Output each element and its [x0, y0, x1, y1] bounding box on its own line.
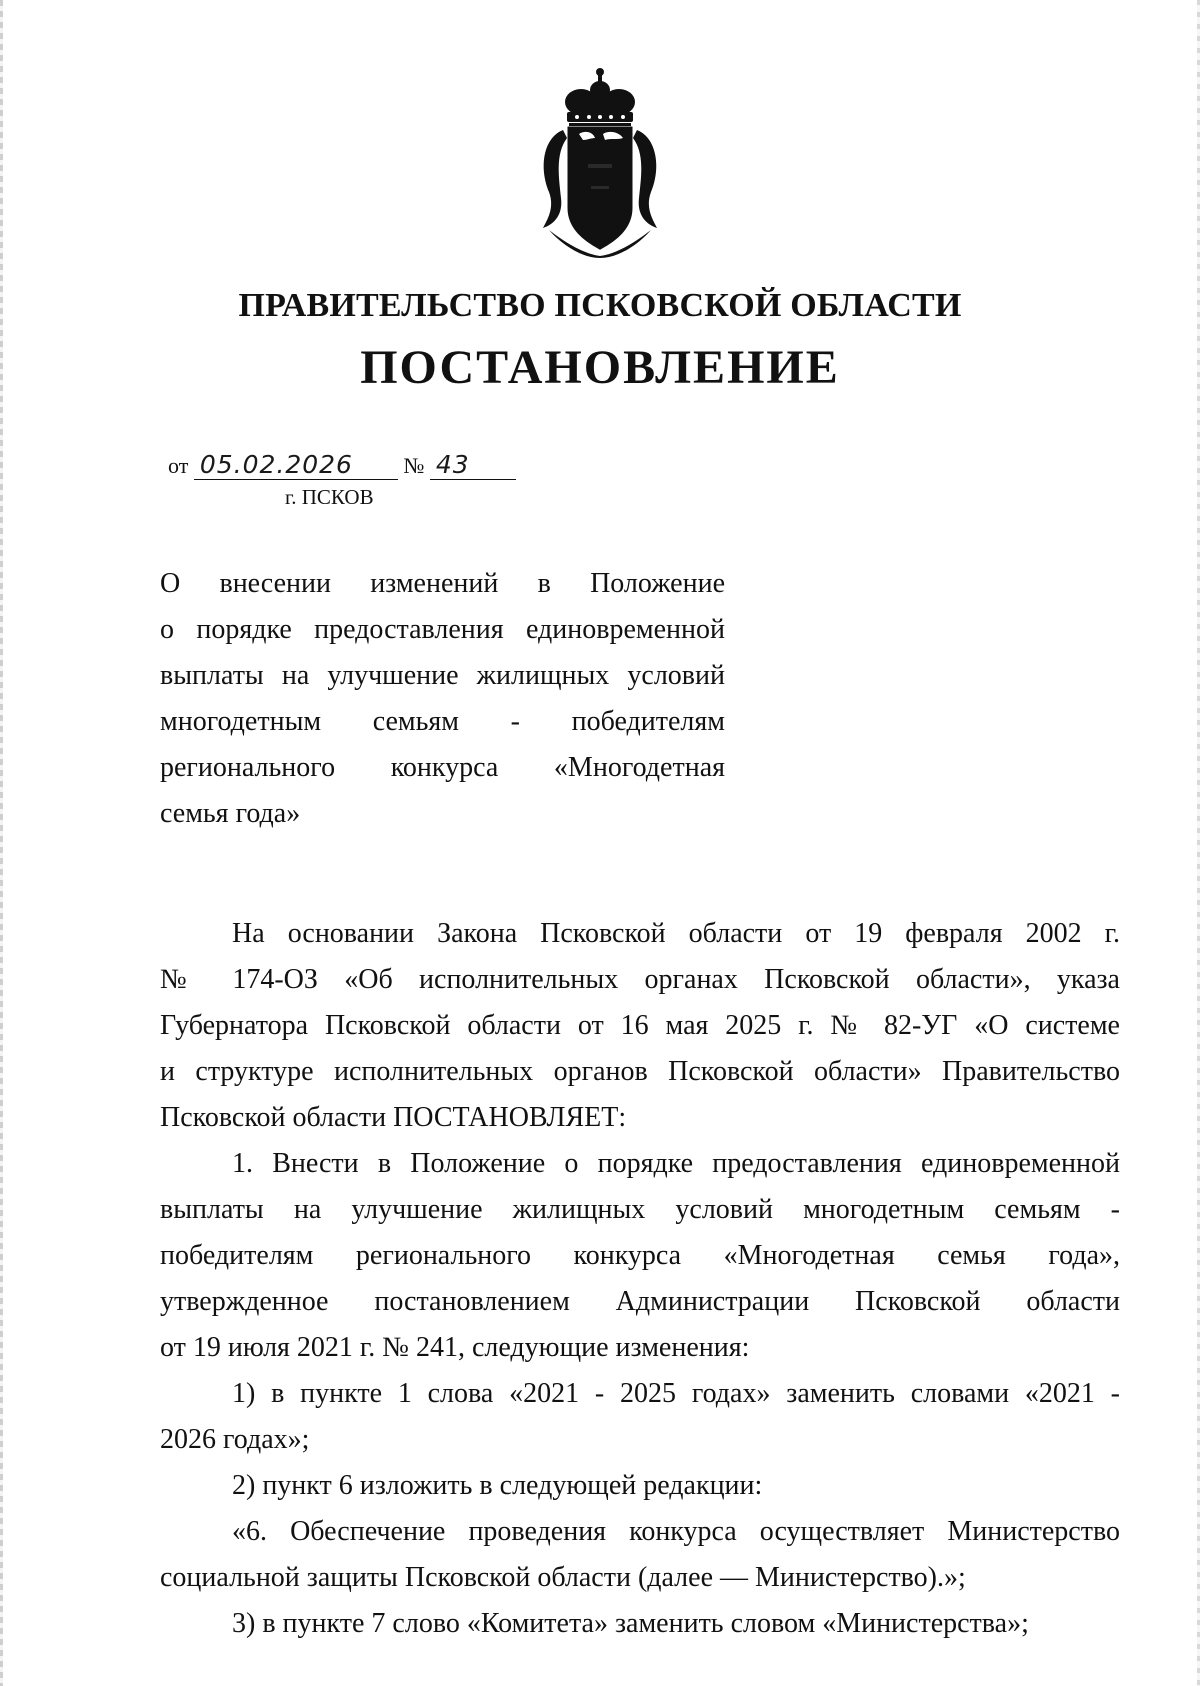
body-line: выплаты на улучшение жилищных условий многодетным семьям - — [160, 1194, 1120, 1225]
body-line: и структуре исполнительных органов Псковской области» Правительство — [160, 1056, 1120, 1087]
subject-line: выплаты на улучшение жилищных условий — [160, 660, 725, 691]
number-field — [430, 452, 516, 480]
body-line: Псковской области ПОСТАНОВЛЯЕТ: — [160, 1102, 627, 1133]
date-field — [194, 452, 398, 480]
number-value: 43 — [435, 450, 470, 479]
body-line: социальной защиты Псковской области (далее — Министерство).»; — [160, 1562, 966, 1593]
date-value: 05.02.2026 — [199, 450, 353, 479]
body-line: Губернатора Псковской области от 16 мая 2025 г. № 82-УГ «О системе — [160, 1010, 1120, 1041]
number-label: № — [403, 453, 425, 478]
subject-line: о порядке предоставления единовременной — [160, 614, 725, 645]
body-line: На основании Закона Псковской области от 19 февраля 2002 г. — [232, 918, 1120, 949]
body-line: 1. Внести в Положение о порядке предоставления единовременной — [232, 1148, 1120, 1179]
subject-line: многодетным семьям - победителям — [160, 706, 725, 737]
body-line: утвержденное постановлением Администрации Псковской области — [160, 1286, 1120, 1317]
body-line: победителям регионального конкурса «Многодетная семья года», — [160, 1240, 1120, 1271]
document-subject — [160, 561, 725, 837]
body-line: 1) в пункте 1 слова «2021 - 2025 годах» заменить словами «2021 - — [232, 1378, 1120, 1409]
coat-of-arms-emblem — [533, 68, 667, 258]
body-line: от 19 июля 2021 г. № 241, следующие изменения: — [160, 1332, 750, 1363]
document-type-title: ПОСТАНОВЛЕНИЕ — [360, 341, 840, 394]
subject-line: регионального конкурса «Многодетная — [160, 752, 725, 783]
body-line: 2026 годах»; — [160, 1424, 310, 1455]
scan-edge-left — [0, 0, 3, 1686]
body-line: 3) в пункте 7 слово «Комитета» заменить словом «Министерства»; — [232, 1608, 1029, 1639]
body-line: № 174-ОЗ «Об исполнительных органах Псковской области», указа — [160, 964, 1120, 995]
registration-line — [168, 452, 516, 480]
body-line: 2) пункт 6 изложить в следующей редакции: — [232, 1470, 763, 1501]
from-label: от — [168, 453, 189, 478]
body-line: «6. Обеспечение проведения конкурса осуществляет Министерство — [232, 1516, 1120, 1547]
subject-line: семья года» — [160, 798, 301, 829]
document-body — [160, 911, 1120, 1647]
city-label: г. ПСКОВ — [285, 485, 374, 509]
subject-line: О внесении изменений в Положение — [160, 568, 725, 599]
organization-title: ПРАВИТЕЛЬСТВО ПСКОВСКОЙ ОБЛАСТИ — [238, 287, 962, 324]
